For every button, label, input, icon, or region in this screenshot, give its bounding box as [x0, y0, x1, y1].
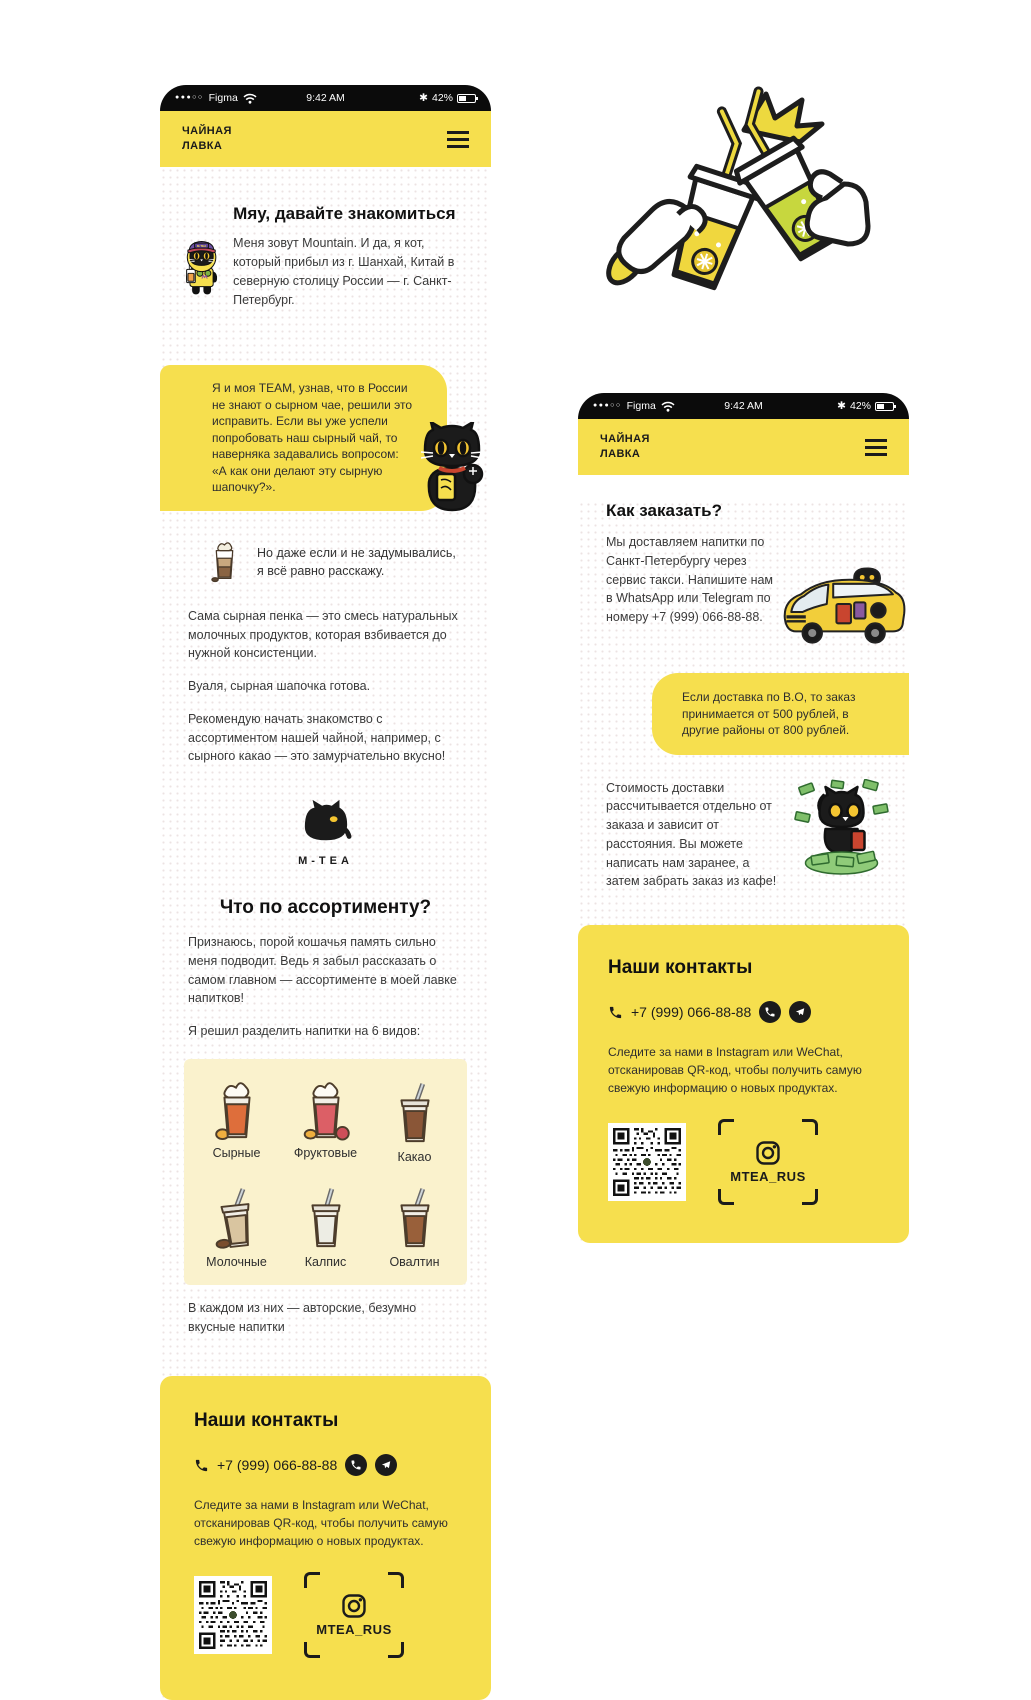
status-right: [419, 92, 476, 104]
right-phone-mockup: [578, 393, 909, 1243]
drink-label: Овалтин: [389, 1254, 440, 1269]
svg-text:M·TEA: M·TEA: [196, 243, 207, 248]
intro-section: [160, 167, 491, 347]
instagram-handle: MTEA_RUS: [730, 1169, 806, 1185]
drink-kinds-grid: [184, 1059, 467, 1285]
body-paragraph: Вуаля, сырная шапочка готова.: [188, 679, 371, 694]
drink-label: Калпис: [304, 1254, 347, 1269]
social-note: Следите за нами в Instagram или WeChat, отсканировав QR-код, чтобы получить самую свежую информацию о новых продуктах.: [194, 1498, 448, 1549]
phone-receiver-icon: [608, 1005, 623, 1020]
instagram-badge[interactable]: [718, 1119, 818, 1205]
status-left: [593, 400, 675, 412]
brand-line-1: ЧАЙНАЯ: [182, 124, 232, 137]
signal-dots-icon: ●●●○○: [175, 93, 204, 101]
qr-code: [608, 1123, 686, 1201]
contacts-title: Наши контакты: [194, 1410, 339, 1432]
mtea-logo-text: M-TEA: [298, 855, 353, 868]
clock: 9:42 AM: [724, 400, 763, 412]
cup-note-text: Но даже если и не задумывались, я всё равно расскажу.: [257, 545, 456, 578]
intro-text: Меня зовут Mountain. И да, я кот, который прибыл из г. Шанхай, Китай в северную столицу России — г. Санкт-Петербург.: [233, 236, 455, 307]
contacts-title: Наши контакты: [608, 957, 753, 979]
cheese-drink-icon: [212, 1081, 262, 1141]
calpis-drink-icon: [301, 1186, 351, 1250]
drink-kind-fruit: [281, 1081, 370, 1164]
carrier-label: Figma: [208, 92, 238, 104]
right-screen: [578, 501, 909, 1243]
team-bubble-text: Я и моя TEAM, узнав, что в России не знают о сырном чае, решили это исправить. Если вы уже успели попробовать наш сырный чай, то наверняка задавались вопросом: «А как они делают эту сырную шапочку?».: [212, 381, 413, 495]
assortment-intro: Признаюсь, порой кошачья память сильно меня подводит. Ведь я забыл рассказать о самом главном — ассортименте в моей лавке напитков!: [188, 935, 457, 1006]
status-bar: [578, 393, 909, 419]
order-title: Как заказать?: [606, 501, 722, 520]
phone-number: +7 (999) 066-88-88: [631, 1004, 752, 1021]
assortment-lead: Я решил разделить напитки на 6 видов:: [188, 1024, 421, 1039]
ovaltine-drink-icon: [390, 1186, 440, 1250]
body-paragraph: Сама сырная пенка — это смесь натуральных молочных продуктов, которая взбивается до нужной консистенции.: [188, 608, 458, 661]
team-speech-bubble: [160, 365, 447, 511]
cat-mascot-illustration: [180, 189, 223, 347]
carrier-label: Figma: [626, 400, 656, 412]
fruit-drink-icon: [301, 1081, 351, 1141]
left-phone-mockup: [160, 85, 491, 1700]
status-left: [175, 92, 257, 104]
bluetooth-icon: ✱: [837, 400, 846, 412]
brand-line-1: ЧАЙНАЯ: [600, 432, 650, 445]
drink-kind-calpis: [281, 1186, 370, 1269]
cheese-foam-section: [210, 531, 465, 593]
milk-drink-icon: [212, 1186, 262, 1250]
phone-link[interactable]: [194, 1454, 457, 1476]
mtea-logo: [160, 798, 491, 867]
intro-title: Мяу, давайте знакомиться: [233, 204, 456, 223]
drink-kind-cocoa: [370, 1081, 459, 1164]
drink-kind-milk: [192, 1186, 281, 1269]
wifi-icon: [661, 401, 675, 412]
instagram-badge[interactable]: [304, 1572, 404, 1658]
signal-dots-icon: ●●●○○: [593, 401, 622, 409]
contacts-card: [578, 925, 909, 1243]
delivery-price-bubble: [652, 673, 909, 755]
card-bottom-row: [608, 1119, 879, 1205]
money-cat-illustration: [793, 779, 889, 879]
order-text: Мы доставляем напитки по Санкт-Петербургу через сервис такси. Напишите нам в WhatsApp или Telegram по номеру +7 (999) 066-88-88.: [606, 535, 774, 624]
drink-kind-cheese: [192, 1081, 281, 1164]
assortment-title: Что по ассортименту?: [219, 897, 432, 919]
instagram-icon: [341, 1593, 367, 1619]
battery-percent: 42%: [849, 400, 871, 412]
app-header: [160, 111, 491, 167]
wifi-icon: [243, 93, 257, 104]
telegram-icon[interactable]: [375, 1454, 397, 1476]
menu-button[interactable]: [447, 127, 469, 152]
latte-cup-icon: [210, 531, 239, 593]
clock: 9:42 AM: [306, 92, 345, 104]
contacts-card: [160, 1376, 491, 1700]
instagram-handle: MTEA_RUS: [316, 1622, 392, 1638]
phone-number: +7 (999) 066-88-88: [217, 1457, 338, 1474]
cocoa-drink-icon: [390, 1081, 440, 1145]
phone-receiver-icon: [194, 1458, 209, 1473]
battery-icon: [875, 402, 894, 411]
cheers-cups-sticker: [594, 66, 872, 306]
battery-icon: [457, 94, 476, 103]
card-bottom-row: [194, 1572, 457, 1658]
drink-kind-ovaltine: [370, 1186, 459, 1269]
whatsapp-icon[interactable]: [759, 1001, 781, 1023]
qr-code: [194, 1576, 272, 1654]
app-header: [578, 419, 909, 475]
status-bar: [160, 85, 491, 111]
drink-label: Фруктовые: [293, 1145, 358, 1160]
telegram-icon[interactable]: [789, 1001, 811, 1023]
assortment-outro: В каждом из них — авторские, безумно вкусные напитки: [188, 1300, 417, 1334]
order-section: [606, 533, 909, 655]
maneki-cat-illustration: [413, 422, 491, 517]
brand-line-2: ЛАВКА: [600, 448, 641, 460]
delivery-note-text: Стоимость доставки рассчитывается отдельно от заказа и зависит от расстояния. Вы можете написать нам заранее, а затем забрать заказ из кафе!: [606, 780, 777, 889]
battery-percent: 42%: [431, 92, 453, 104]
phone-link[interactable]: [608, 1001, 879, 1023]
mtea-logo-cat-icon: [297, 798, 355, 848]
social-note: Следите за нами в Instagram или WeChat, отсканировав QR-код, чтобы получить самую свежую информацию о новых продуктах.: [608, 1045, 862, 1096]
menu-button[interactable]: [865, 435, 887, 460]
brand-line-2: ЛАВКА: [182, 140, 223, 152]
body-paragraph: Рекомендую начать знакомство с ассортиментом нашей чайной, например, с сырного какао — это замурчательно вкусно!: [188, 711, 446, 764]
drink-label: Какао: [397, 1149, 432, 1164]
brand-logo: [600, 432, 650, 463]
whatsapp-icon[interactable]: [345, 1454, 367, 1476]
status-right: [837, 400, 894, 412]
drink-label: Молочные: [206, 1254, 267, 1269]
delivery-note-section: [606, 779, 889, 892]
bluetooth-icon: ✱: [419, 92, 428, 104]
delivery-van-illustration: [780, 561, 909, 655]
left-screen: [160, 167, 491, 1700]
brand-logo: [182, 124, 232, 155]
drink-label: Сырные: [212, 1145, 261, 1160]
instagram-icon: [755, 1140, 781, 1166]
delivery-bubble-text: Если доставка по В.О, то заказ принимается от 500 рублей, в другие районы от 800 рублей.: [682, 690, 856, 738]
